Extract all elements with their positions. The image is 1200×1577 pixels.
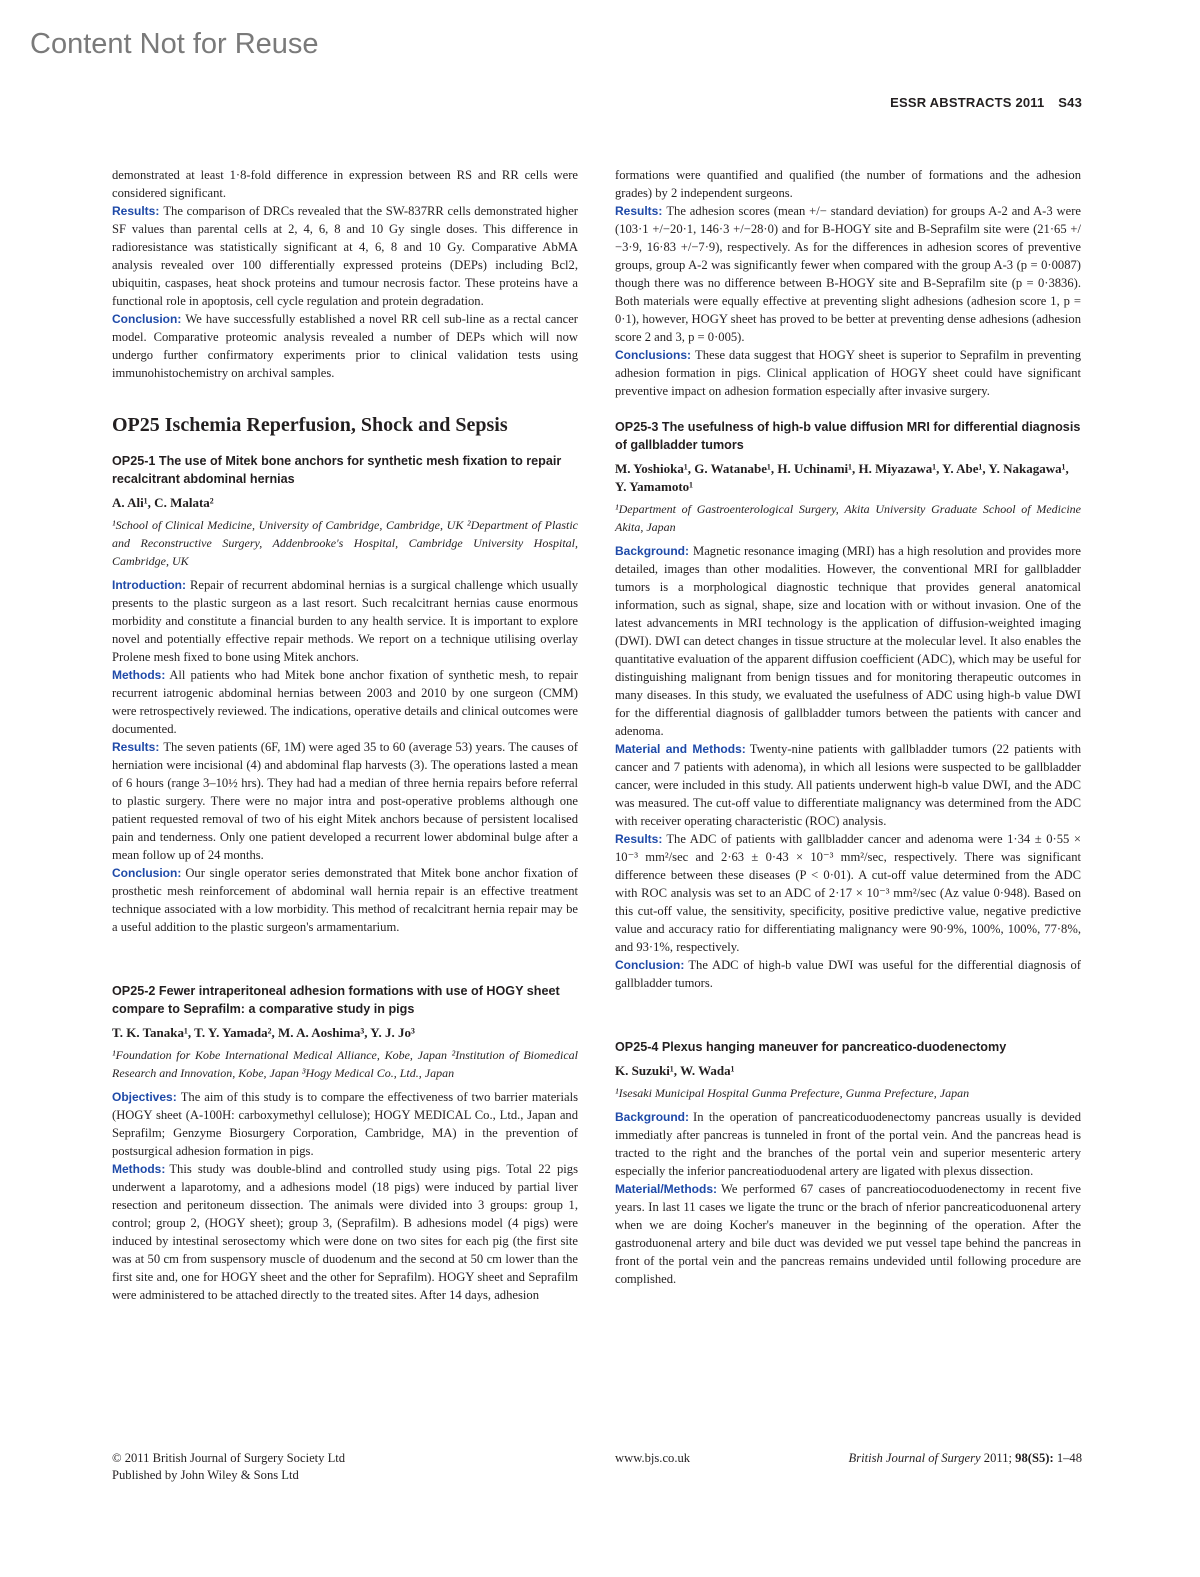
objectives-heading: Objectives: bbox=[112, 1090, 177, 1104]
results-text: The ADC of patients with gallbladder cancer and adenoma were 1·34 ± 0·55 × 10⁻³ mm²/sec and 2·63 ± 0·43 × 10⁻³ mm²/sec, respectively. There was significant difference between these diseases (P < 0·01). A cut-off value determined from the ADC with ROC analysis was set to an ADC of 2·17 × 10⁻³ mm²/sec (Az value 0·948). Based on this cut-off value, the sensitivity, specificity, positive predictive value, negative predictive value and accuracy ratio for differentiating malignancy were 90·9%, 100%, 100%, 77·8%, and 93·1%, respectively. bbox=[615, 832, 1081, 954]
conclusions-heading: Conclusions: bbox=[615, 348, 692, 362]
journal-pages: 1–48 bbox=[1056, 1451, 1082, 1465]
methods-text: We performed 67 cases of pancreatiocoduodenectomy in recent five years. In last 11 cases we ligate the trunc or the brach of nferior pancreaticoduonenal artery when we are doing Kocher's maneuver in the beginning of the operation. After the gastroduonenal artery and bile duct was devided we put vessel tape behind the pancreas in front of the portal vein and the pancreas remains undevided until following procedure are complished. bbox=[615, 1182, 1081, 1286]
results-text: The adhesion scores (mean +/− standard deviation) for groups A-2 and A-3 were (103·1 +/−20·1, 146·3 +/−28·0) and for B-HOGY site and B-Seprafilm site were (21·65 +/−3·9, 16·83 +/−7·9), respectively. As for the differences in adhesion scores of preventive groups, group A-2 was significantly fewer when compared with the group A-3 (p = 0·0087) though there was no difference between B-HOGY site and B-Seprafilm site (p = 0·3836). Both materials were equally effective at preventing slight adhesions (adhesion score 1, p = 0·1), however, HOGY sheet has proved to be better at preventing dense adhesions (adhesion score 2 and 3, p = 0·005). bbox=[615, 204, 1081, 344]
methods-paragraph bbox=[112, 666, 578, 738]
paragraph: formations were quantified and qualified (the number of formations and the adhesion grades) by 2 independent surgeons. bbox=[615, 168, 1081, 200]
affiliation-op25-2: ¹Foundation for Kobe International Medical Alliance, Kobe, Japan ²Institution of Biomedical Research and Innovation, Kobe, Japan ³Hogy Medical Co., Ltd., Japan bbox=[112, 1048, 578, 1080]
conclusions-text: These data suggest that HOGY sheet is superior to Seprafilm in preventing adhesion formation in pigs. Clinical application of HOGY sheet could have significant preventive impact on adhesion formation especially after invasive surgery. bbox=[615, 348, 1081, 398]
methods-text: Twenty-nine patients with gallbladder tumors (22 patients with cancer and 7 patients with adenoma), in which all lesions were suspected to be gallbladder cancer, were included in this study. All patients underwent high-b value DWI, and the ADC was measured. The cut-off value to differentiate malignancy was determined from the ADC with receiver operating characteristic (ROC) analysis. bbox=[615, 742, 1082, 828]
journal-citation bbox=[849, 1450, 1083, 1467]
abstract-title-op25-1: OP25-1 The use of Mitek bone anchors for synthetic mesh fixation to repair recalcitrant abdominal hernias bbox=[112, 454, 562, 486]
results-paragraph bbox=[615, 830, 1081, 956]
running-head bbox=[880, 95, 1082, 110]
results-paragraph bbox=[112, 738, 578, 864]
section-title: OP25 Ischemia Reperfusion, Shock and Sepsis bbox=[112, 414, 508, 436]
conclusion-paragraph bbox=[112, 310, 578, 382]
background-heading: Background: bbox=[615, 544, 690, 558]
running-head-title: ESSR ABSTRACTS 2011 bbox=[890, 95, 1045, 110]
results-heading: Results: bbox=[112, 204, 160, 218]
results-text: The seven patients (6F, 1M) were aged 35 to 60 (average 53) years. The causes of herniation were incisional (4) and abdominal flap harvests (3). The operations lasted a mean of 6 hours (range 3–10½ hrs). They had had a median of three hernia repairs before referral to plastic surgery. There were no major intra and post-operative problems although one patient requested removal of two of his eight Mitek anchors because of persistent localised pain and tenderness. Only one patient developed a recurrent lower abdominal bulge after a mean follow up of 24 months. bbox=[112, 740, 578, 862]
paragraph: demonstrated at least 1·8-fold difference in expression between RS and RR cells were considered significant. bbox=[112, 168, 578, 200]
authors-op25-4: K. Suzuki¹, W. Wada¹ bbox=[615, 1063, 735, 1078]
background-heading: Background: bbox=[615, 1110, 690, 1124]
conclusion-heading: Conclusion: bbox=[615, 958, 685, 972]
conclusion-heading: Conclusion: bbox=[112, 312, 182, 326]
journal-volume: 98(S5): bbox=[1015, 1451, 1054, 1465]
authors-op25-2: T. K. Tanaka¹, T. Y. Yamada², M. A. Aoshima³, Y. J. Jo³ bbox=[112, 1025, 415, 1040]
affiliation-op25-1: ¹School of Clinical Medicine, University of Cambridge, Cambridge, UK ²Department of Plastic and Reconstructive Surgery, Addenbrooke's Hospital, Cambridge University Hospital, Cambridge, UK bbox=[112, 518, 578, 568]
authors-op25-3: M. Yoshioka¹, G. Watanabe¹, H. Uchinami¹, H. Miyazawa¹, Y. Abe¹, Y. Nakagawa¹, Y. Yamamoto¹ bbox=[615, 461, 1069, 494]
methods-heading: Material and Methods: bbox=[615, 742, 746, 756]
background-paragraph bbox=[615, 542, 1081, 740]
conclusion-paragraph bbox=[112, 864, 578, 936]
introduction-paragraph bbox=[112, 576, 578, 666]
methods-heading: Methods: bbox=[112, 668, 166, 682]
background-text: Magnetic resonance imaging (MRI) has a high resolution and provides more detailed, images than other modalities. However, the conventional MRI for gallbladder tumors is a morphological diagnostic technique that provides general anatomical information, such as signal, shape, size and location with or without invasion. One of the latest advancements in MRI technology is the application of diffusion-weighted imaging (DWI). DWI can detect changes in tissue structure at the molecular level. It also enables the quantitative evaluation of the apparent diffusion coefficient (ADC), which may be useful for distinguishing malignant from benign tissues and for monitoring therapeutic outcomes in many diseases. In this study, we evaluated the usefulness of ADC using high-b value DWI for the differential diagnosis of gallbladder tumors between the patients with cancer and adenoma. bbox=[615, 544, 1081, 738]
background-text: In the operation of pancreaticoduodenectomy pancreas usually is devided immediatly after pancreas is tunneled in front of the portal vein. And the pancreas head is tracted to the right and the branches of the portal vein and superior mesenteric artery especially the inferior pancreatioduodenal artery are ligated with plexus dissection. bbox=[615, 1110, 1081, 1178]
introduction-text: Repair of recurrent abdominal hernias is a surgical challenge which usually presents to the plastic surgeon as a last resort. Such recalcitrant hernias cause enormous morbidity and constitute a financial burden to any health service. It is important to explore novel and potentially effective repair methods. We report on a technique utilising overlay Prolene mesh fixed to bone using Mitek anchors. bbox=[112, 578, 578, 664]
results-text: The comparison of DRCs revealed that the SW-837RR cells demonstrated higher SF values than parental cells at 2, 4, 6, 8 and 10 Gy single doses. This difference in radioresistance was statistically significant at 4, 6, 8 and 10 Gy. Comparative AbMA analysis revealed over 100 differentially expressed proteins (DEPs) including Bcl2, ubiquitin, caspases, heat shock proteins and tumour necrosis factor. These proteins have a functional role in apoptosis, cell cycle regulation and protein degradation. bbox=[112, 204, 578, 308]
background-paragraph bbox=[615, 1108, 1081, 1180]
abstract-title-op25-4: OP25-4 Plexus hanging maneuver for pancreatico-duodenectomy bbox=[615, 1040, 1007, 1054]
right-column bbox=[615, 166, 1081, 1288]
results-paragraph bbox=[112, 202, 578, 310]
conclusion-heading: Conclusion: bbox=[112, 866, 182, 880]
results-heading: Results: bbox=[112, 740, 160, 754]
objectives-paragraph bbox=[112, 1088, 578, 1160]
conclusion-text: We have successfully established a novel RR cell sub-line as a rectal cancer model. Comparative proteomic analysis revealed a number of DEPs which will now undergo further confirmatory experiments prior to clinical validation tests using immunohistochemistry on archival samples. bbox=[112, 312, 578, 380]
conclusions-paragraph bbox=[615, 346, 1081, 400]
journal-year: 2011; bbox=[983, 1451, 1013, 1465]
authors-op25-1: A. Ali¹, C. Malata² bbox=[112, 495, 214, 510]
conclusion-text: Our single operator series demonstrated that Mitek bone anchor fixation of prosthetic mesh reinforcement of abdominal wall hernia repair is an effective treatment technique associated with a low morbidity. This method of recalcitrant hernia repair may be a useful addition to the plastic surgeon's armamentarium. bbox=[112, 866, 578, 934]
results-heading: Results: bbox=[615, 832, 663, 846]
publisher: Published by John Wiley & Sons Ltd bbox=[112, 1468, 299, 1482]
footer-left bbox=[112, 1450, 345, 1484]
abstract-title-op25-3: OP25-3 The usefulness of high-b value diffusion MRI for differential diagnosis of gallbladder tumors bbox=[615, 420, 1081, 452]
conclusion-text: The ADC of high-b value DWI was useful for the differential diagnosis of gallbladder tumors. bbox=[615, 958, 1081, 990]
methods-paragraph bbox=[615, 1180, 1081, 1288]
affiliation-op25-3: ¹Department of Gastroenterological Surgery, Akita University Graduate School of Medicine Akita, Japan bbox=[615, 502, 1081, 534]
left-column bbox=[112, 166, 578, 1304]
page-number: S43 bbox=[1058, 95, 1082, 110]
journal-url[interactable]: www.bjs.co.uk bbox=[615, 1451, 691, 1465]
methods-text: All patients who had Mitek bone anchor fixation of synthetic mesh, to repair recurrent iatrogenic abdominal hernias between 2003 and 2010 by one surgeon (CMM) were retrospectively reviewed. The indications, operative details and clinical outcomes were documented. bbox=[112, 668, 578, 736]
abstract-title-op25-2: OP25-2 Fewer intraperitoneal adhesion formations with use of HOGY sheet compare to Seprafilm: a comparative study in pigs bbox=[112, 984, 560, 1016]
affiliation-op25-4: ¹Isesaki Municipal Hospital Gunma Prefecture, Gunma Prefecture, Japan bbox=[615, 1086, 970, 1100]
methods-text: This study was double-blind and controlled study using pigs. Total 22 pigs underwent a laparotomy, and a adhesions model (18 pigs) were induced by partial liver resection and peritoneum dissection. The animals were divided into 3 groups: group 1, control; group 2, (HOGY sheet); group 3, (Seprafilm). B adhesions model (4 pigs) were induced by intestinal serosectomy which were done on two sites for each pig (the first site was at 50 cm from suspensory muscle of duodenum and the second at 50 cm lower than the first site and, one for HOGY sheet and the other for Seprafilm). HOGY sheet and Seprafilm were administered to be attached directly to the treated sites. After 14 days, adhesion bbox=[112, 1162, 578, 1302]
watermark: Content Not for Reuse bbox=[30, 28, 319, 60]
journal-name: British Journal of Surgery bbox=[848, 1451, 981, 1465]
copyright: © 2011 British Journal of Surgery Society Ltd bbox=[112, 1451, 346, 1465]
introduction-heading: Introduction: bbox=[112, 578, 186, 592]
conclusion-paragraph bbox=[615, 956, 1081, 992]
methods-paragraph bbox=[615, 740, 1081, 830]
results-paragraph bbox=[615, 202, 1081, 346]
methods-paragraph bbox=[112, 1160, 578, 1304]
objectives-text: The aim of this study is to compare the effectiveness of two barrier materials (HOGY sheet (A-100H: carboxymethyl cellulose); HOGY MEDICAL Co., Ltd., Japan and Seprafilm; Genzyme Biosurgery Corporation, Cambridge, MA) in the prevention of postsurgical adhesion formation in pigs. bbox=[112, 1090, 578, 1158]
results-heading: Results: bbox=[615, 204, 663, 218]
methods-heading: Material/Methods: bbox=[615, 1182, 718, 1196]
methods-heading: Methods: bbox=[112, 1162, 166, 1176]
